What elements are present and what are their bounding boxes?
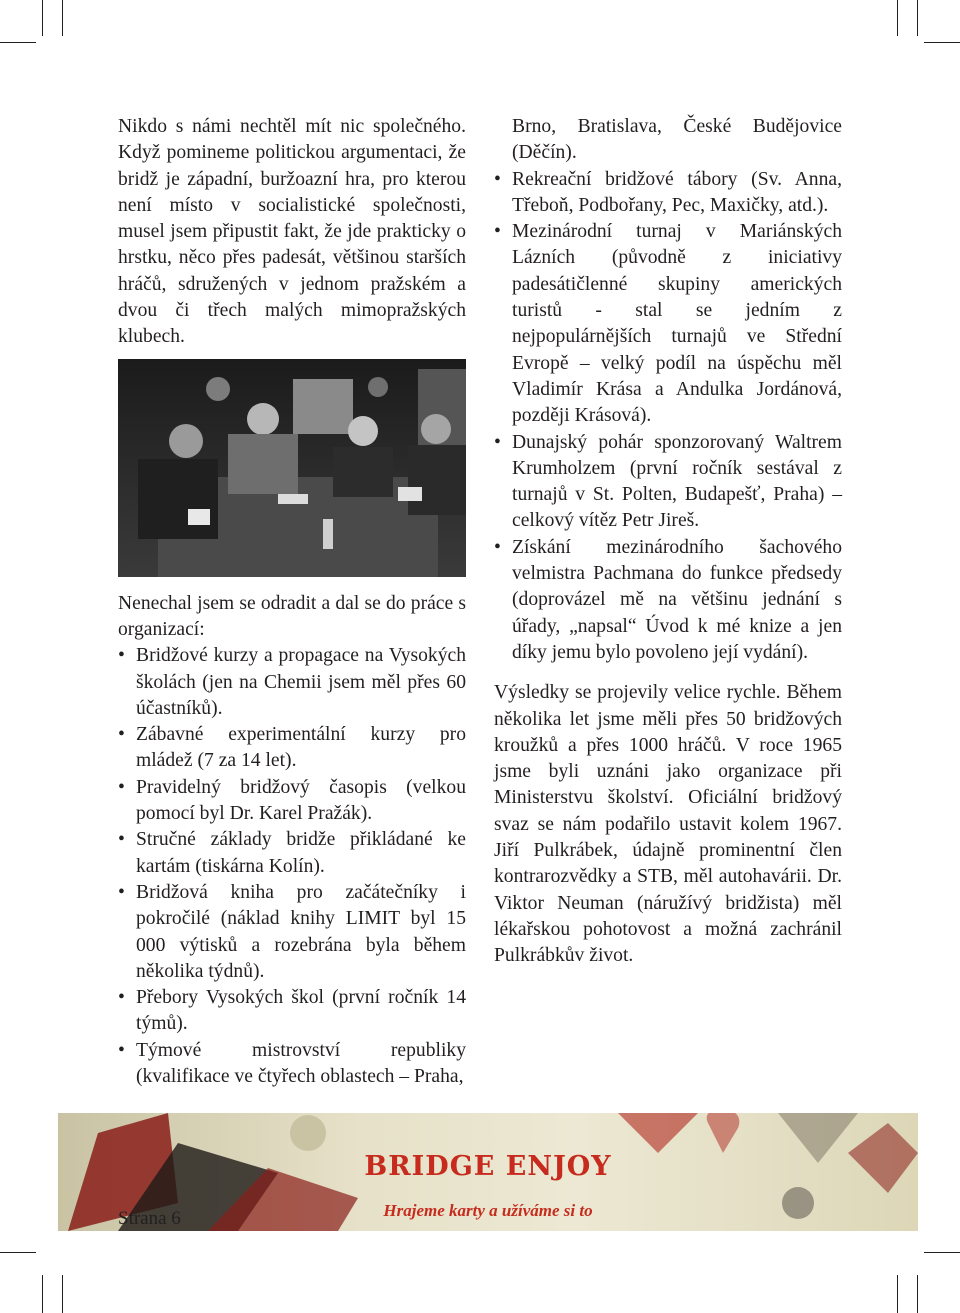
list-item: • Stručné základy bridže přikládané ke kartám (tiskárna Kolín). bbox=[118, 827, 466, 880]
crop-mark bbox=[917, 0, 918, 36]
intro-paragraph: Nikdo s námi nechtěl mít nic společného. Když pomineme politickou argumentaci, že bridž je západní, buržoazní hra, pro kterou není místo v socialistické společnosti, musel jsem připustit fakt, že jde prakticky o hrstku, něco přes padesát, většinou starších hráčů, sdružených v jednom pražském a dvou či třech malých mimopražských klubech. bbox=[118, 116, 466, 348]
page-number: Strana 6 bbox=[118, 1208, 181, 1229]
right-column bbox=[494, 114, 842, 970]
crop-mark bbox=[897, 1275, 898, 1313]
footer-banner bbox=[58, 1113, 918, 1231]
crop-mark bbox=[0, 1252, 36, 1253]
list-item: • Dunajský pohár sponzorovaný Waltrem Krumholzem (první ročník sestával z turnajů v St. Polten, Budapešť, Praha) – celkový vítěz Petr Jireš. bbox=[494, 430, 842, 535]
brand-tagline: Hrajeme karty a užíváme si to bbox=[383, 1201, 593, 1220]
organization-intro: Nenechal jsem se odradit a dal se do práce s organizací: bbox=[118, 592, 466, 640]
brand-logo: BRIDGE ENJOY bbox=[364, 1151, 612, 1182]
list-item: • Rekreační bridžové tábory (Sv. Anna, Třeboň, Podbořany, Pec, Maxičky, atd.). bbox=[494, 167, 842, 220]
list-item: • Získání mezinárodního šachového velmistra Pachmana do funkce předsedy (doprovázel mě na většinu jednání s úřady, „napsal“ Úvod k mé knize a jen díky jemu bylo povoleno její vydání). bbox=[494, 535, 842, 666]
crop-mark bbox=[62, 1275, 63, 1313]
list-continuation: Brno, Bratislava, České Budějovice (Děčín). bbox=[512, 116, 842, 164]
crop-mark bbox=[897, 0, 898, 36]
closing-paragraph: Výsledky se projevily velice rychle. Během několika let jsme měli přes 50 bridžových kroužků a přes 1000 hráčů. V roce 1965 jsme byli uznáni jako organizace při Ministerstvu školství. Oficiální bridžový svaz se nám podařilo ustavit kolem 1967. Jiří Pulkrábek, údajně prominentní člen kontrarozvědky a STB, měl autohavárii. Dr. Viktor Neuman (náružívý bridžista) měl lékařskou pohotovost a možná zachránil Pulkrábkův život. bbox=[494, 682, 842, 967]
crop-mark bbox=[917, 1275, 918, 1313]
list-item: • Zábavné experimentální kurzy pro mládež (7 za 14 let). bbox=[118, 722, 466, 775]
list-item: • Mezinárodní turnaj v Mariánských Lázních (původně z iniciativy padesátičlenné skupiny amerických turistů - stal se jedním z nejpopulárnějších turnajů ve Střední Evropě – velký podíl na úspěchu měl Vladimír Krása a Andulka Jordánová, později Krásová). bbox=[494, 219, 842, 429]
bridge-players-photo bbox=[118, 359, 466, 577]
crop-mark bbox=[42, 0, 43, 36]
list-item: • Přebory Vysokých škol (první ročník 14 týmů). bbox=[118, 985, 466, 1038]
activities-list bbox=[118, 643, 466, 1090]
crop-mark bbox=[924, 1252, 960, 1253]
list-item: • Bridžová kniha pro začátečníky i pokročilé (náklad knihy LIMIT byl 15 000 výtisků a rozebrána byla během několika týdnů). bbox=[118, 880, 466, 985]
crop-mark bbox=[924, 42, 960, 43]
list-item: • Týmové mistrovství republiky (kvalifikace ve čtyřech oblastech – Praha, bbox=[118, 1038, 466, 1091]
activities-list-continued bbox=[494, 167, 842, 667]
crop-mark bbox=[62, 0, 63, 36]
list-item: • Bridžové kurzy a propagace na Vysokých školách (jen na Chemii jsem měl přes 60 účastníků). bbox=[118, 643, 466, 722]
list-item: • Pravidelný bridžový časopis (velkou pomocí byl Dr. Karel Pražák). bbox=[118, 775, 466, 828]
crop-mark bbox=[0, 42, 36, 43]
crop-mark bbox=[42, 1275, 43, 1313]
left-column bbox=[118, 114, 466, 1090]
